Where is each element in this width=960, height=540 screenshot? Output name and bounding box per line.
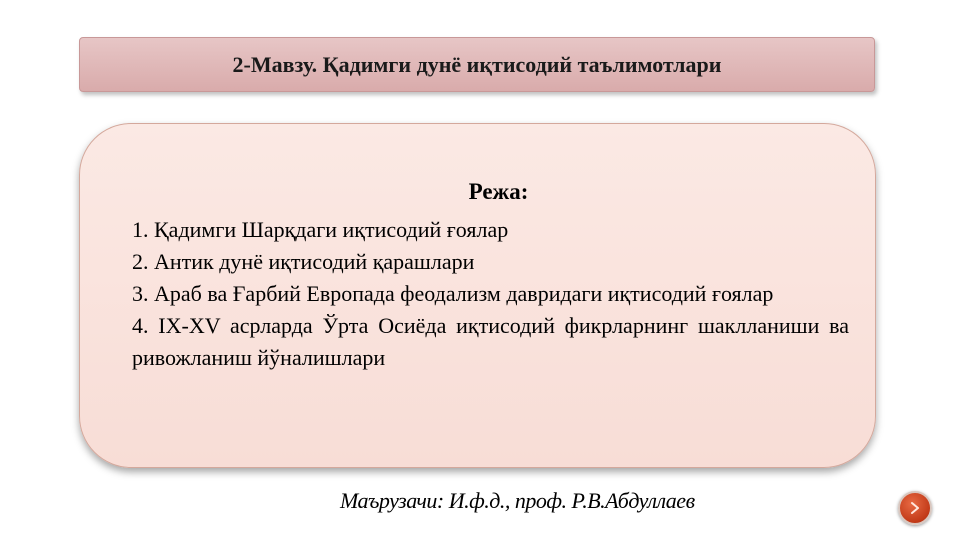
plan-heading: Режа: — [468, 179, 529, 204]
nav-arrow-icon — [908, 501, 922, 515]
plan-box — [79, 123, 876, 468]
lecturer-credit: Маърузачи: И.ф.д., проф. Р.В.Абдуллаев — [340, 488, 695, 513]
plan-item: 2. Антик дунё иқтисодий қарашлари — [132, 249, 475, 274]
plan-list — [132, 214, 849, 374]
plan-item: 4. IX-XV асрларда Ўрта Осиёда иқтисодий фикрларнинг шаклланиши ва ривожланиш йўналишлари — [132, 313, 849, 370]
slide-title: 2-Мавзу. Қадимги дунё иқтисодий таълимотлари — [232, 51, 722, 77]
next-slide-button[interactable] — [898, 491, 932, 525]
plan-item: 1. Қадимги Шарқдаги иқтисодий ғоялар — [132, 217, 509, 242]
slide-title-box — [79, 37, 875, 92]
plan-item: 3. Араб ва Ғарбий Европада феодализм давридаги иқтисодий ғоялар — [132, 281, 774, 306]
